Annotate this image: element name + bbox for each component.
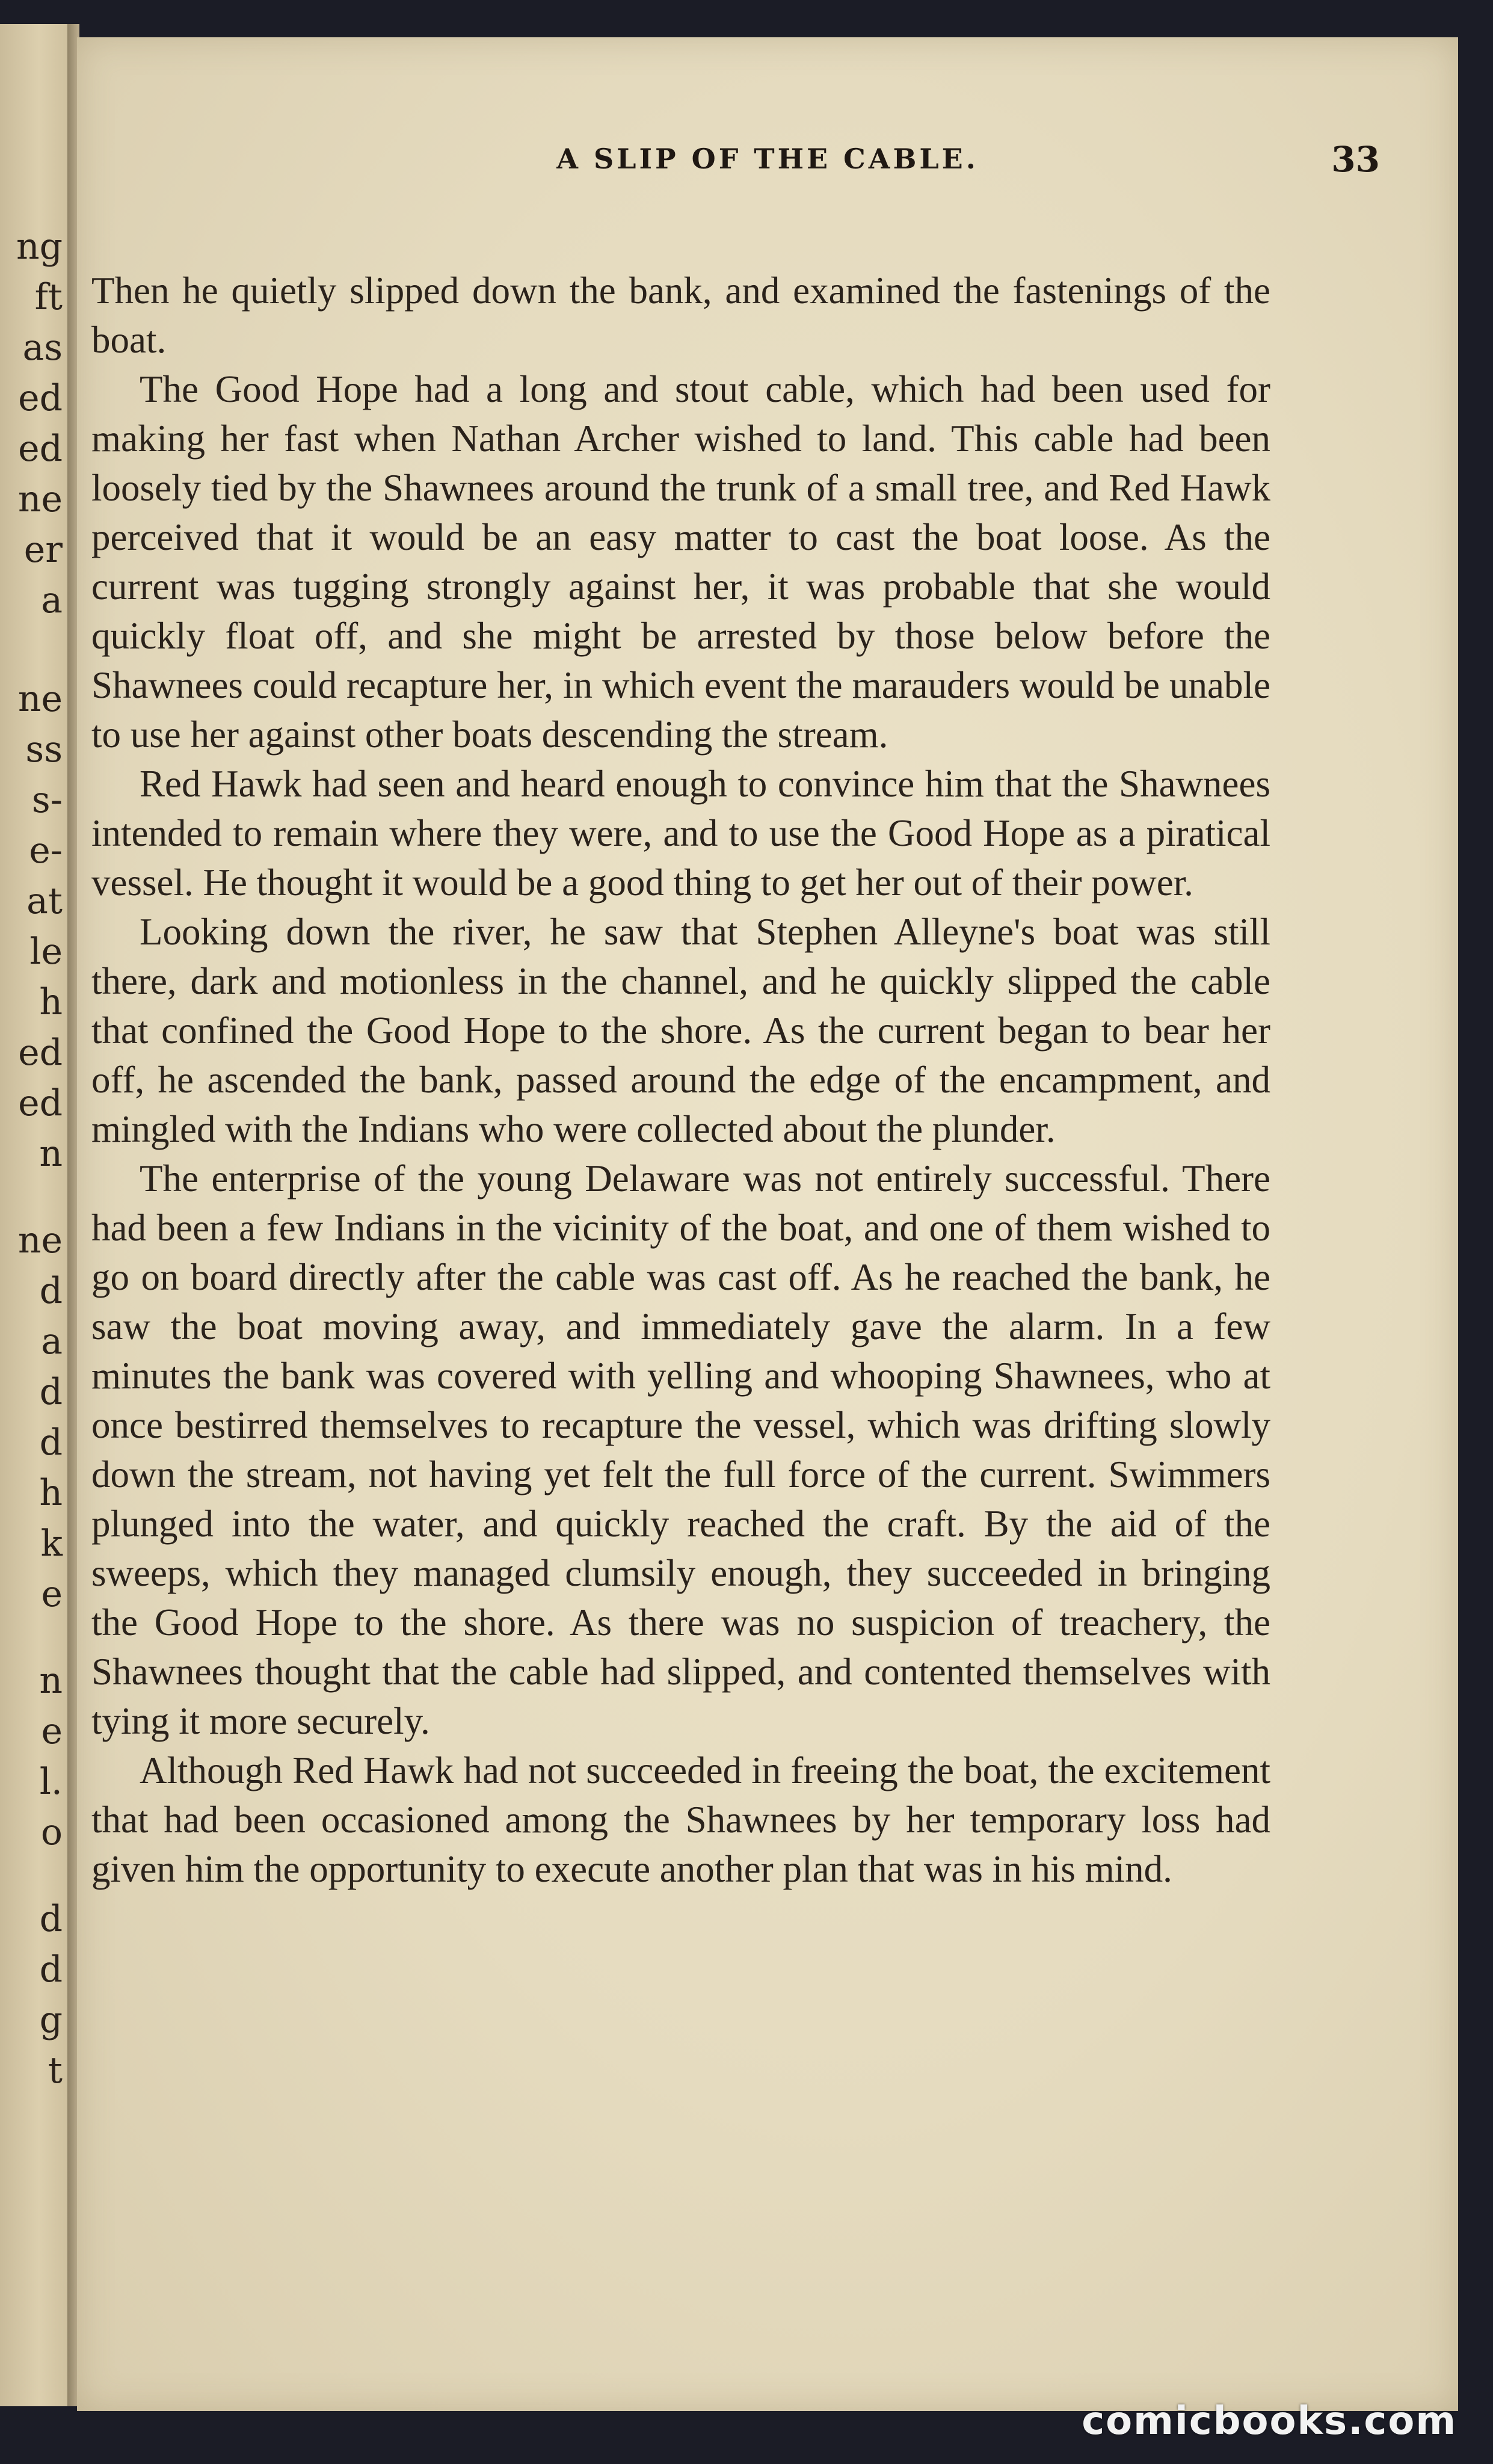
previous-page-fragment: h (39, 981, 63, 1023)
previous-page-fragment: d (39, 1270, 63, 1312)
previous-page-fragment: n (39, 1660, 63, 1702)
paragraph: Looking down the river, he saw that Stephen Alleyne's boat was still there, dark and motionless in the channel, and he quickly slipped the cable that confined the Good Hope to the shore. As the current began to bear her off, he ascended the bank, passed around the edge of the encampment, and mingled with the Indians who were collected about the plunder. (91, 911, 1270, 1150)
previous-page-fragment: o (40, 1811, 63, 1853)
paragraph: Although Red Hawk had not succeeded in freeing the boat, the excitement that had been occasioned among the Shawnees by her temporary loss had given him the opportunity to execute another plan that was in his mind. (91, 1749, 1270, 1890)
paragraph: The enterprise of the young Delaware was not entirely successful. There had been a few Indians in the vicinity of the boat, and one of them wished to go on board directly after the cable was cast off. As he reached the bank, he saw the boat moving away, and immediately gave the alarm. In a few minutes the bank was covered with yelling and whooping Shawnees, who at once bestirred themselves to recapture the vessel, which was drifting slowly down the stream, not having yet felt the full force of the current. Swimmers plunged into the water, and quickly reached the craft. By the aid of the sweeps, which they managed clumsily enough, they succeeded in bringing the Good Hope to the shore. As there was no suspicion of treachery, the Shawnees thought that the cable had slipped, and contented themselves with tying it more securely. (91, 1157, 1270, 1742)
previous-page-fragment: l. (39, 1761, 63, 1803)
previous-page-fragment: a (41, 579, 63, 621)
previous-page-fragment: as (22, 327, 63, 369)
previous-page-fragment: ed (18, 428, 63, 470)
previous-page-fragment: ed (18, 1082, 63, 1124)
previous-page-fragment: k (40, 1523, 63, 1565)
previous-page-fragment: a (41, 1320, 63, 1363)
previous-page-fragment: d (39, 1898, 63, 1940)
previous-page-fragment: n (39, 1133, 63, 1175)
previous-page-fragment: ne (17, 678, 63, 720)
previous-page-fragment: h (39, 1472, 63, 1514)
previous-page-fragment: d (39, 1371, 63, 1413)
previous-page-fragment: g (39, 1999, 63, 2041)
previous-page-fragment: er (23, 529, 63, 571)
previous-page-fragment: s- (31, 779, 63, 821)
book-page (77, 37, 1458, 2411)
previous-page-fragment: at (26, 880, 63, 922)
previous-page-fragment: e- (29, 830, 63, 872)
previous-page-fragment: d (39, 1948, 63, 1991)
previous-page-fragment: ne (17, 1219, 63, 1261)
paragraph: The Good Hope had a long and stout cable, which had been used for making her fast when Nathan Archer wished to land. This cable had been loosely tied by the Shawnees around the trunk of a small tree, and Red Hawk perceived that it would be an easy matter to cast the boat loose. As the current was tugging strongly against her, it was probable that she would quickly float off, and she might be arrested by those below before the Shawnees could recapture her, in which event the marauders would be unable to use her against other boats descending the stream. (91, 368, 1270, 756)
running-header (149, 139, 1386, 191)
previous-page-fragment: ng (16, 226, 63, 268)
paragraph: Then he quietly slipped down the bank, and examined the fastenings of the boat. (91, 270, 1270, 361)
body-text (91, 266, 1270, 1894)
paragraph: Red Hawk had seen and heard enough to convince him that the Shawnees intended to remain where they were, and to use the Good Hope as a piratical vessel. He thought it would be a good thing to get her out of their power. (91, 763, 1270, 904)
previous-page-fragment: ne (17, 478, 63, 520)
previous-page-fragment: e (41, 1573, 63, 1615)
previous-page-fragment: e (41, 1710, 63, 1752)
previous-page-fragment: le (29, 931, 63, 973)
previous-page-fragment: ft (34, 276, 63, 318)
page-number: 33 (1331, 139, 1380, 180)
site-watermark: comicbooks.com (1082, 2399, 1457, 2444)
previous-page-fragment: t (48, 2050, 63, 2092)
previous-page-fragment: d (39, 1421, 63, 1464)
previous-page-fragment: ed (18, 1032, 63, 1074)
running-title: A SLIP OF THE CABLE. (556, 143, 979, 175)
previous-page-edge (0, 24, 71, 2406)
previous-page-fragment: ss (25, 728, 63, 771)
previous-page-fragment: ed (18, 377, 63, 419)
